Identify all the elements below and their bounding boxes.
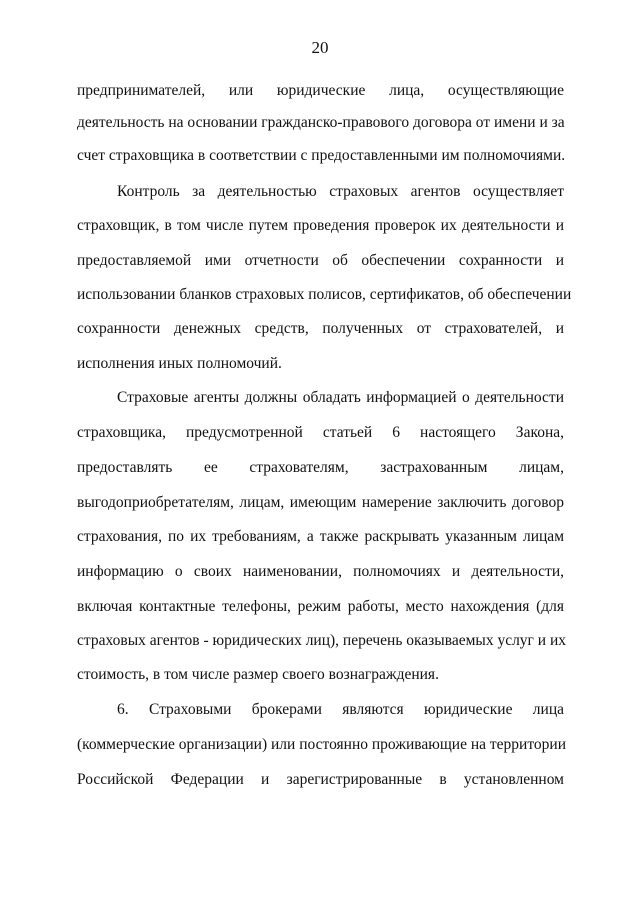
text-line: использовании бланков страховых полисов, сертификатов, об обеспечении (77, 286, 572, 303)
text-line: страховщик, в том числе путем проведения проверок их деятельности и (77, 217, 564, 234)
text-line: выгодоприобретателям, лицам, имеющим намерение заключить договор (77, 494, 564, 511)
text-line: (коммерческие организации) или постоянно проживающие на территории (77, 736, 566, 753)
text-line: стоимость, в том числе размер своего вознаграждения. (77, 666, 439, 683)
text-line: страховщика, предусмотренной статьей 6 настоящего Закона, (77, 424, 564, 441)
text-line: 6. Страховыми брокерами являются юридические лица (117, 701, 564, 718)
text-line: страховых агентов - юридических лиц), перечень оказываемых услуг и их (77, 632, 567, 649)
text-line: сохранности денежных средств, полученных от страхователей, и (77, 320, 564, 337)
text-line: включая контактные телефоны, режим работы, место нахождения (для (77, 598, 564, 615)
text-line: деятельность на основании гражданско-правового договора от имени и за (77, 114, 565, 131)
page-number: 20 (311, 38, 329, 57)
text-line: исполнения иных полномочий. (77, 355, 282, 372)
text-line: предоставлять ее страхователям, застрахованным лицам, (77, 459, 564, 476)
text-line: предпринимателей, или юридические лица, осуществляющие (77, 82, 564, 99)
text-line: Страховые агенты должны обладать информацией о деятельности (117, 389, 564, 406)
text-line: предоставляемой ими отчетности об обеспечении сохранности и (77, 252, 564, 269)
text-line: Контроль за деятельностью страховых агентов осуществляет (117, 183, 564, 200)
text-line: Российской Федерации и зарегистрированные в установленном (77, 771, 564, 788)
text-line: счет страховщика в соответствии с предоставленными им полномочиями. (77, 147, 566, 164)
text-line: информацию о своих наименовании, полномочиях и деятельности, (77, 563, 564, 580)
text-line: страхования, по их требованиям, а также раскрывать указанным лицам (77, 528, 564, 545)
